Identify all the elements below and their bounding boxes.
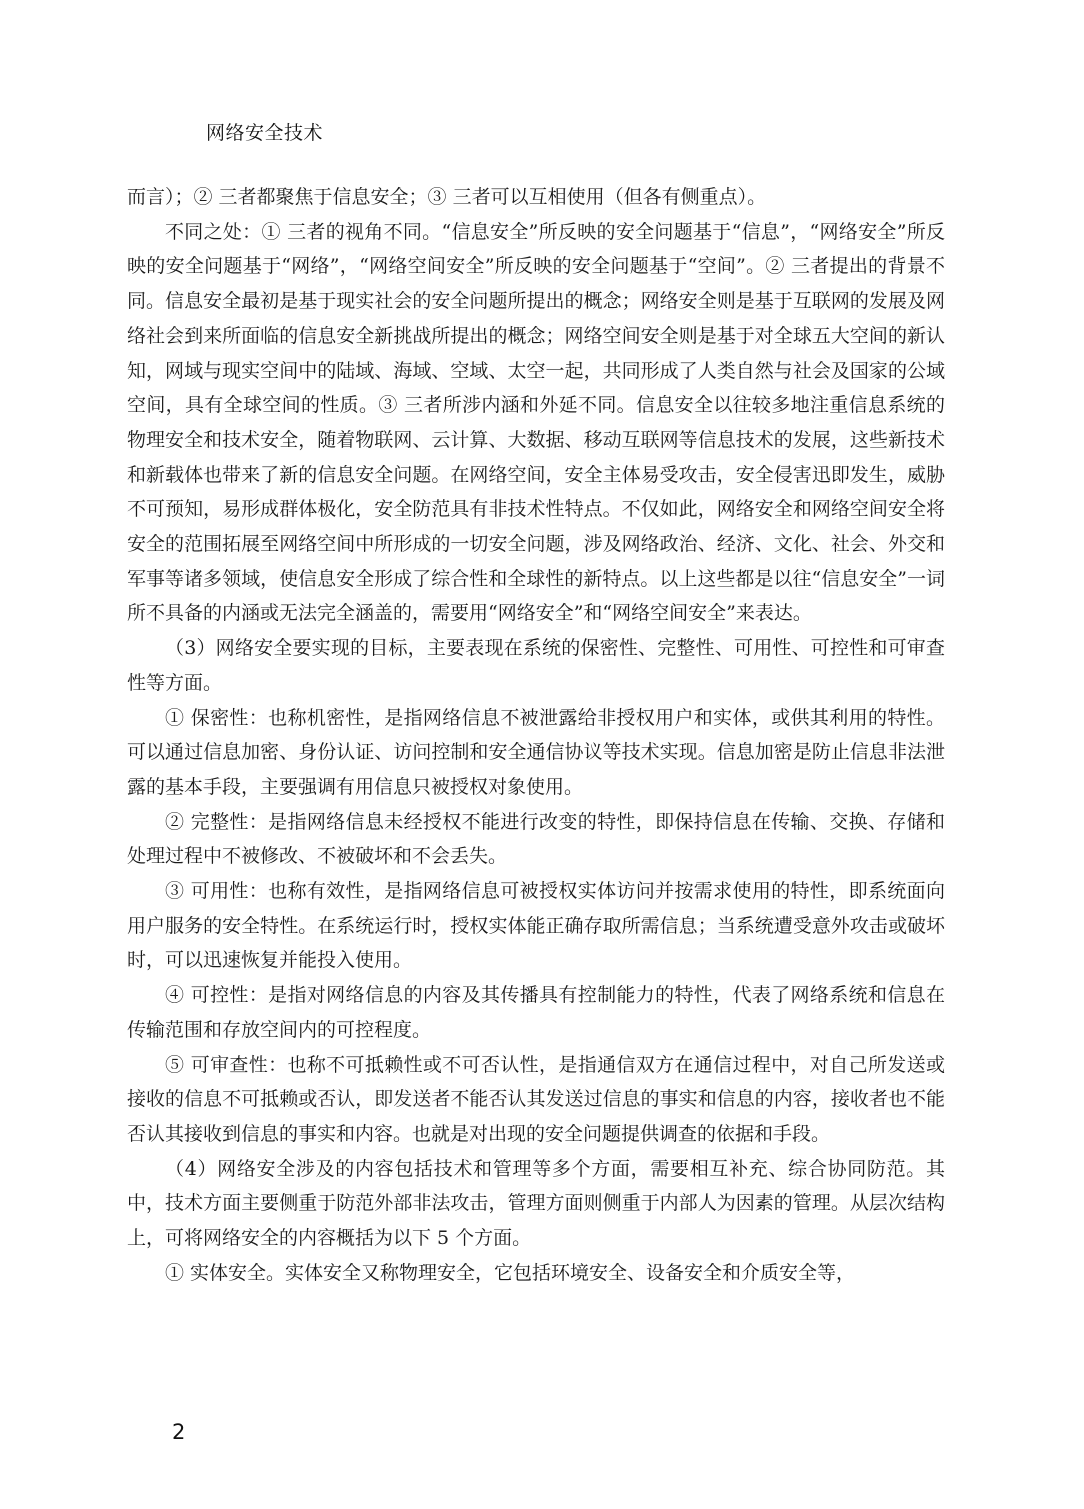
paragraph-goals: （3）网络安全要实现的目标，主要表现在系统的保密性、完整性、可用性、可控性和可审查性等方面。: [127, 637, 945, 694]
paragraph-confidentiality: ① 保密性：也称机密性，是指网络信息不被泄露给非授权用户和实体，或供其利用的特性。可以通过信息加密、身份认证、访问控制和安全通信协议等技术实现。信息加密是防止信息非法泄露的基本手段，主要强调有用信息只被授权对象使用。: [127, 706, 945, 798]
paragraph-content-scope: （4）网络安全涉及的内容包括技术和管理等多个方面，需要相互补充、综合协同防范。其中，技术方面主要侧重于防范外部非法攻击，管理方面则侧重于内部人为因素的管理。从层次结构上，可将网络安全的内容概括为以下 5 个方面。: [127, 1157, 945, 1250]
paragraph-continuation: 而言）；② 三者都聚焦于信息安全；③ 三者可以互相使用（但各有侧重点）。: [127, 186, 767, 208]
paragraph-availability: ③ 可用性：也称有效性，是指网络信息可被授权实体访问并按需求使用的特性，即系统面向用户服务的安全特性。在系统运行时，授权实体能正确存取所需信息；当系统遭受意外攻击或破坏时，可以迅速恢复并能投入使用。: [127, 880, 945, 972]
paragraph-differences: 不同之处：① 三者的视角不同。“信息安全”所反映的安全问题基于“信息”，“网络安全”所反映的安全问题基于“网络”，“网络空间安全”所反映的安全问题基于“空间”。② 三者提出的背景不同。信息安全最初是基于现实社会的安全问题所提出的概念；网络安全则是基于互联网的发展及网络社会到来所面临的信息安全新挑战所提出的概念；网络空间安全则是基于对全球五大空间的新认知，网域与现实空间中的陆域、海域、空域、太空一起，共同形成了人类自然与社会及国家的公域空间，具有全球空间的性质。③ 三者所涉内涵和外延不同。信息安全以往较多地注重信息系统的物理安全和技术安全，随着物联网、云计算、大数据、移动互联网等信息技术的发展，这些新技术和新载体也带来了新的信息安全问题。在网络空间，安全主体易受攻击，安全侵害迅即发生，威胁不可预知，易形成群体极化，安全防范具有非技术性特点。不仅如此，网络安全和网络空间安全将安全的范围拓展至网络空间中所形成的一切安全问题，涉及网络政治、经济、文化、社会、外交和军事等诸多领域，使信息安全形成了综合性和全球性的新特点。以上这些都是以往“信息安全”一词所不具备的内涵或无法完全涵盖的，需要用“网络安全”和“网络空间安全”来表达。: [127, 220, 945, 625]
paragraph-integrity: ② 完整性：是指网络信息未经授权不能进行改变的特性，即保持信息在传输、交换、存储和处理过程中不被修改、不被破坏和不会丢失。: [127, 810, 945, 868]
page-number: 2: [172, 1420, 186, 1444]
paragraph-controllability: ④ 可控性：是指对网络信息的内容及其传播具有控制能力的特性，代表了网络系统和信息在传输范围和存放空间内的可控程度。: [127, 984, 945, 1041]
paragraph-auditability: ⑤ 可审查性：也称不可抵赖性或不可否认性，是指通信双方在通信过程中，对自己所发送或接收的信息不可抵赖或否认，即发送者不能否认其发送过信息的事实和信息的内容，接收者也不能否认其接收到信息的事实和内容。也就是对出现的安全问题提供调查的依据和手段。: [127, 1053, 945, 1145]
paragraph-physical-security: ① 实体安全。实体安全又称物理安全，它包括环境安全、设备安全和介质安全等，: [165, 1261, 856, 1284]
running-header-title: 网络安全技术: [206, 122, 324, 144]
body-text: [127, 180, 945, 1291]
